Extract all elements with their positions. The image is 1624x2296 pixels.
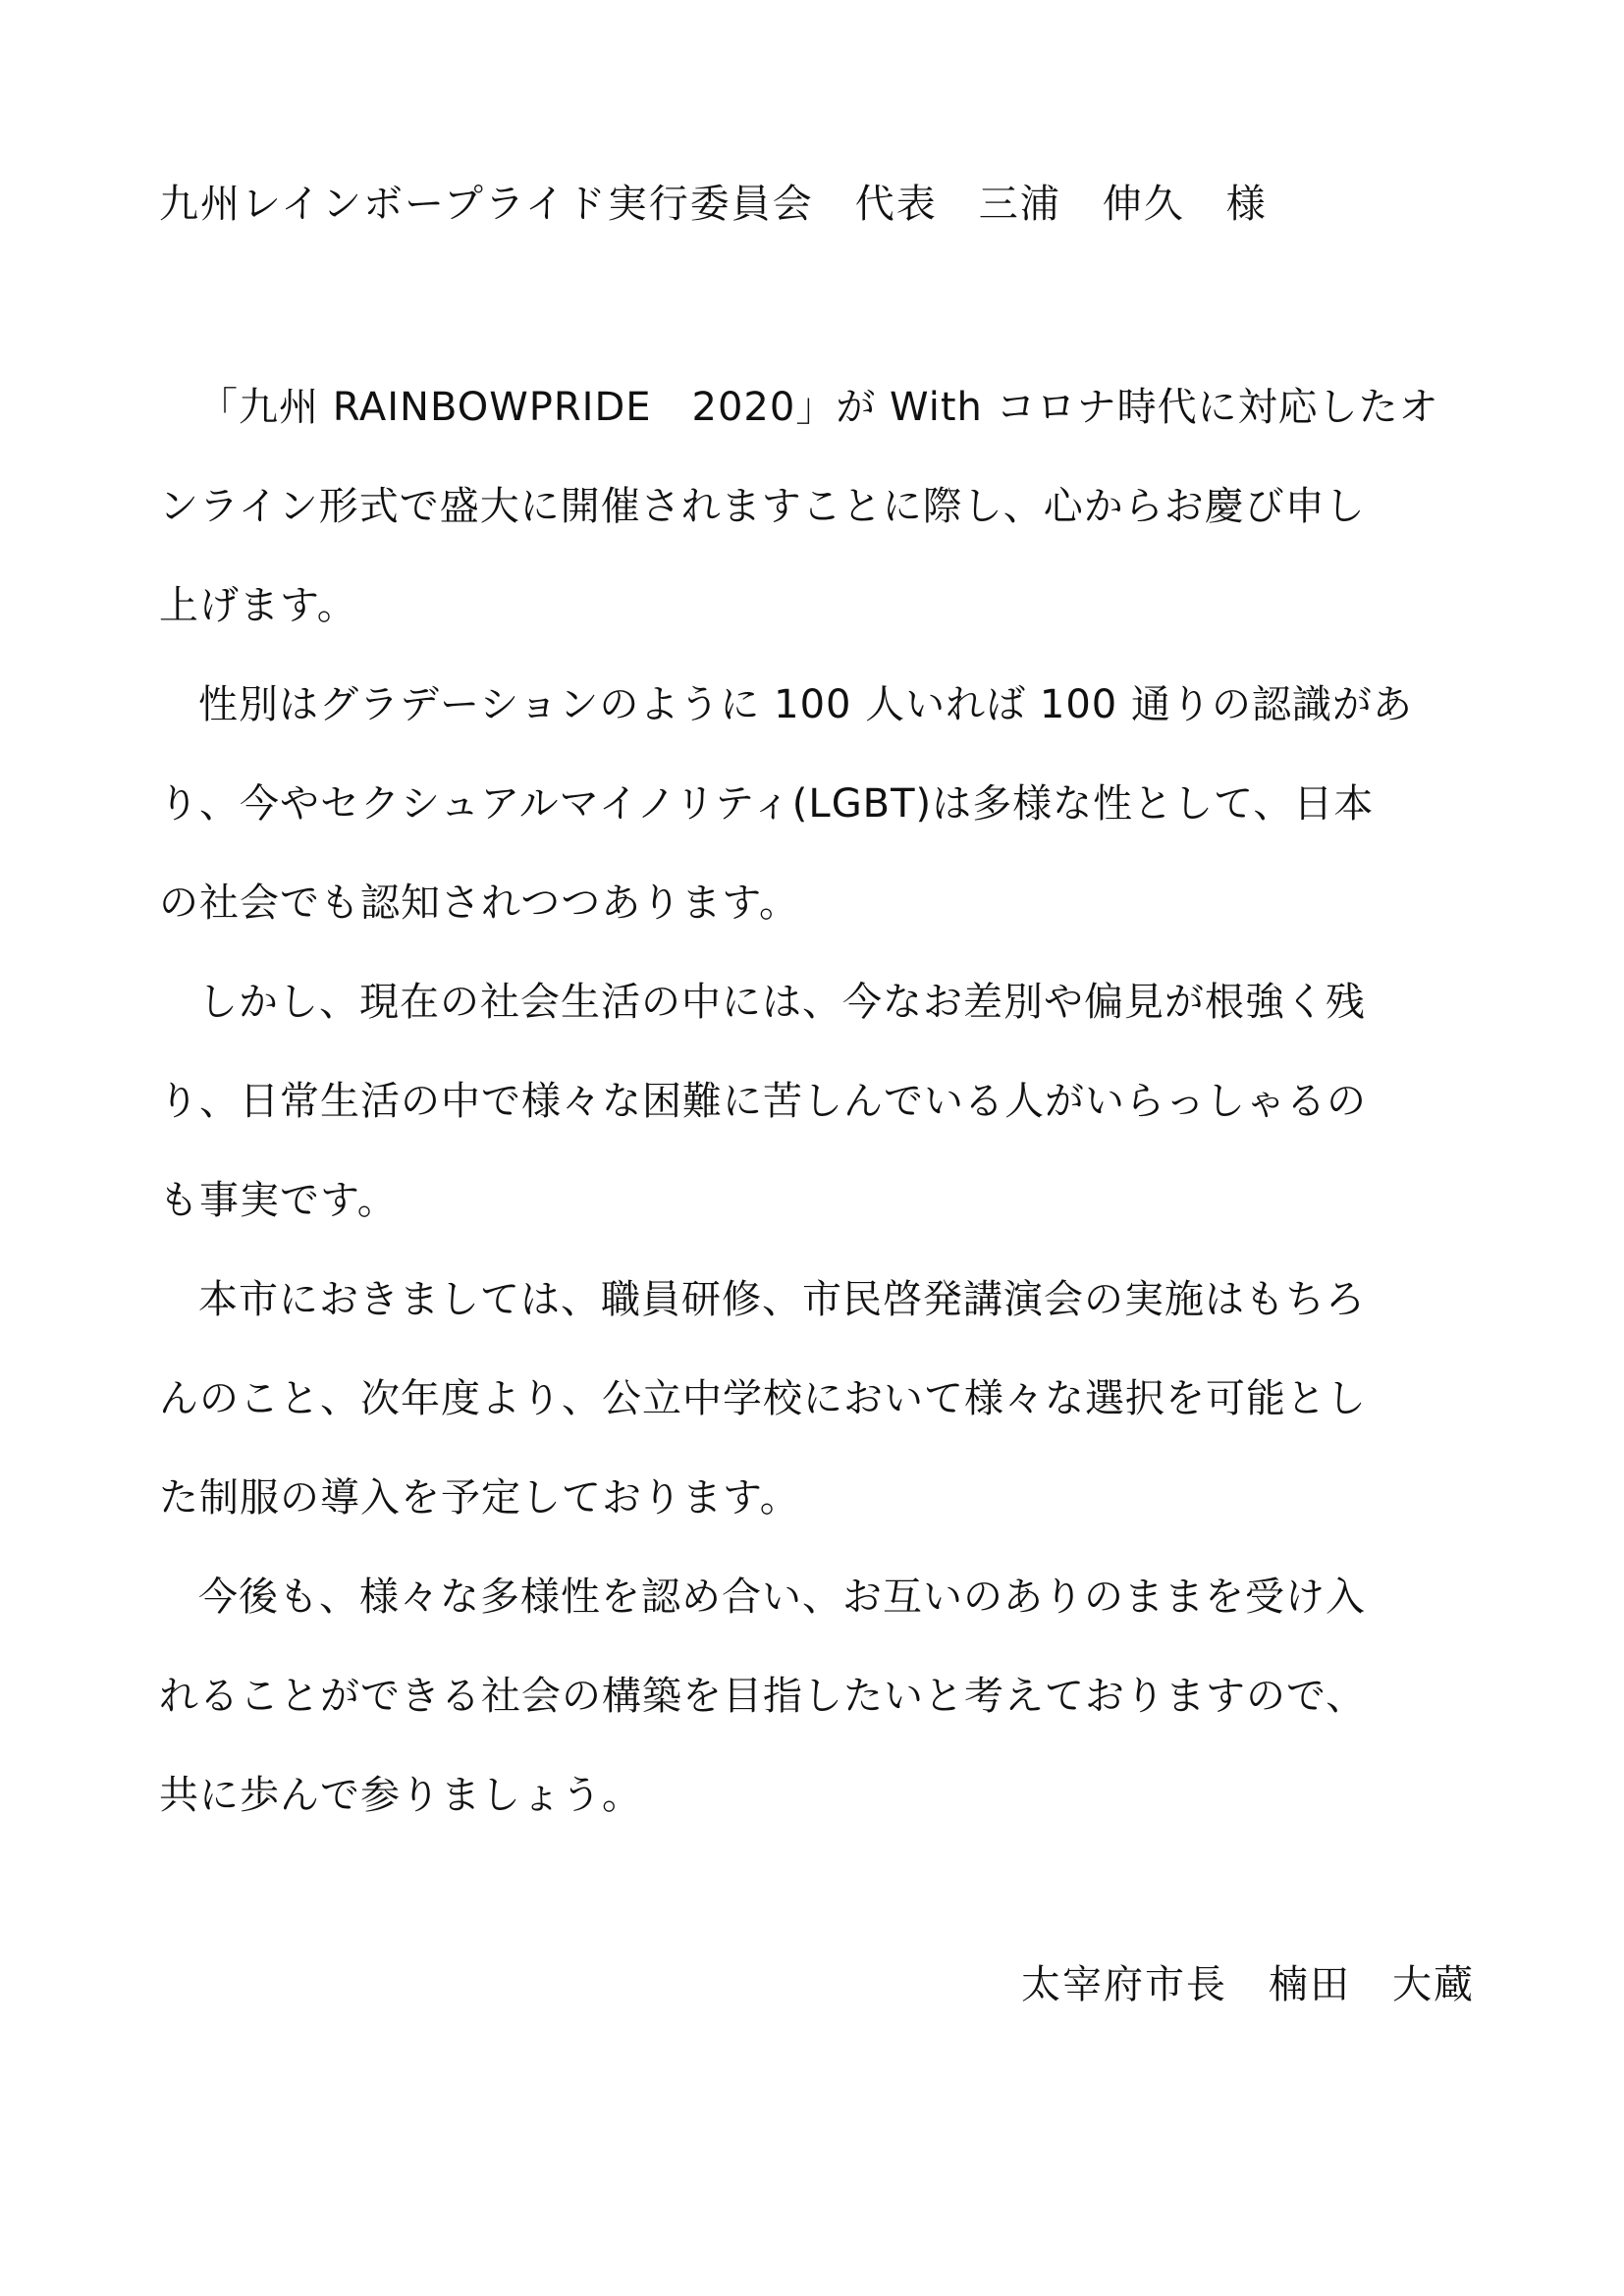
body-line-3: 上げます。 bbox=[159, 583, 357, 628]
body-line-15: 共に歩んで参りましょう。 bbox=[159, 1773, 642, 1818]
body-line-14: れることができる社会の構築を目指したいと考えておりますので、 bbox=[159, 1674, 1367, 1719]
signature-line: 太宰府市長 楠田 大蔵 bbox=[1021, 1962, 1475, 2007]
body-line-4: 性別はグラデーションのように 100 人いれば 100 通りの認識があ bbox=[198, 682, 1413, 727]
body-line-5: り、今やセクシュアルマイノリティ(LGBT)は多様な性として、日本 bbox=[159, 781, 1375, 827]
body-line-6: の社会でも認知されつつあります。 bbox=[159, 881, 799, 926]
body-line-1: 「九州 RAINBOWPRIDE 2020」が With コロナ時代に対応したオ bbox=[198, 385, 1439, 430]
addressee-line: 九州レインボープライド実行委員会 代表 三浦 伸久 様 bbox=[159, 182, 1268, 227]
body-line-11: んのこと、次年度より、公立中学校において様々な選択を可能とし bbox=[159, 1376, 1367, 1421]
body-line-12: た制服の導入を予定しております。 bbox=[159, 1475, 800, 1521]
body-line-9: も事実です。 bbox=[159, 1178, 398, 1223]
body-line-13: 今後も、様々な多様性を認め合い、お互いのありのままを受け入 bbox=[198, 1575, 1366, 1620]
body-line-7: しかし、現在の社会生活の中には、今なお差別や偏見が根強く残 bbox=[198, 980, 1366, 1025]
body-line-2: ンライン形式で盛大に開催されますことに際し、心からお慶び申し bbox=[159, 484, 1366, 529]
body-line-8: り、日常生活の中で様々な困難に苦しんでいる人がいらっしゃるの bbox=[159, 1079, 1367, 1124]
body-line-10: 本市におきましては、職員研修、市民啓発講演会の実施はもちろ bbox=[198, 1277, 1366, 1322]
